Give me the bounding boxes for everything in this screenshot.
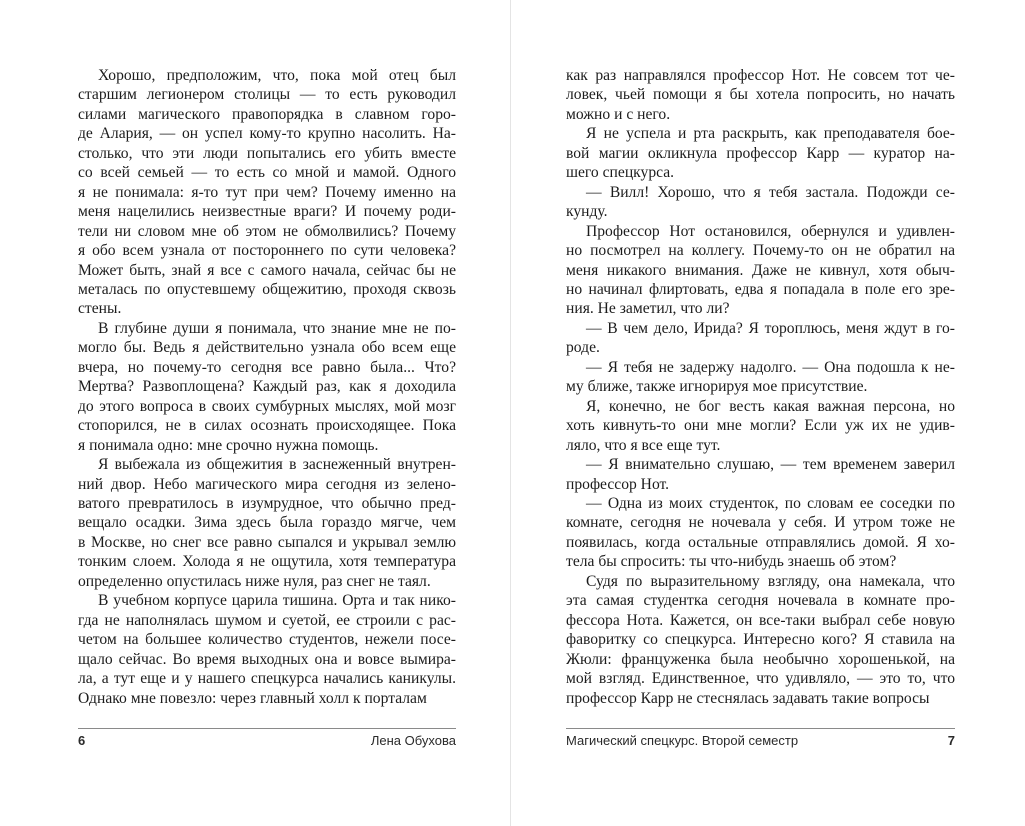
text-line: я не понимала: я-то тут при чем? Почему именно на bbox=[78, 183, 456, 201]
text-line: му ближе, также игнорируя мое присутствие. bbox=[566, 378, 868, 396]
text-line: Жюли: француженка была необычно хорошенькой, на bbox=[566, 650, 955, 668]
text-line: меня никакого внимания. Даже не кивнул, хотя обыч- bbox=[566, 261, 955, 279]
text-line: но посмотрел на коллегу. Почему-то он не обратил на bbox=[566, 242, 955, 260]
text-line: можно и с него. bbox=[566, 105, 671, 123]
text-line: Однако мне повезло: через главный холл к порталам bbox=[78, 689, 427, 707]
text-line: как раз направлялся профессор Нот. Не совсем тот че- bbox=[566, 67, 955, 84]
text-line: ляло, что я все еще тут. bbox=[566, 436, 721, 454]
text-line: ний двор. Небо магического мира сегодня из зелено- bbox=[78, 475, 456, 493]
text-line: мой взгляд. Единственное, что удивляло, — это то, что bbox=[566, 670, 955, 688]
text-line: фаворитку со спецкурса. Интересно кого? Я ставила на bbox=[566, 631, 955, 649]
text-line: Хорошо, предположим, что, пока мой отец был bbox=[98, 67, 456, 84]
text-line: столько, что эти люди попытались его убить вместе bbox=[78, 144, 456, 162]
text-line: Мертва? Развоплощена? Каждый раз, как я доходила bbox=[78, 378, 456, 396]
text-line: стены. bbox=[78, 300, 122, 318]
paragraph bbox=[78, 319, 456, 455]
paragraph bbox=[78, 66, 456, 319]
text-line: вещало осадки. Зима здесь была гораздо мягче, чем bbox=[78, 514, 456, 532]
text-line: тонким слоем. Холода я не ощутила, хотя температура bbox=[78, 553, 456, 571]
text-line: до этого вопроса в своих сумбурных мыслях, мой мозг bbox=[78, 397, 456, 415]
text-line: я понимала одно: мне срочно нужна помощь. bbox=[78, 436, 379, 454]
text-line: кунду. bbox=[566, 203, 608, 221]
paragraph bbox=[566, 397, 955, 455]
paragraph bbox=[78, 591, 456, 708]
text-line: силами магического правопорядка в славном горо- bbox=[78, 105, 456, 123]
text-line: металась по опустевшему общежитию, проходя сквозь bbox=[78, 280, 456, 298]
text-line: четом на большее количество студентов, нежели посе- bbox=[78, 631, 456, 649]
text-line: В глубине души я понимала, что знание мне не по- bbox=[98, 319, 456, 337]
right-running-head-title: Магический спецкурс. Второй семестр bbox=[566, 733, 799, 748]
text-line: эта самая студентка сегодня ночевала в комнате про- bbox=[566, 592, 955, 610]
right-page bbox=[511, 0, 1025, 826]
text-line: старшим легионером столицы — то есть руководил bbox=[78, 86, 456, 104]
text-line: Может быть, знай я все с самого начала, сейчас бы не bbox=[78, 261, 456, 279]
text-line: тела бы спросить: ты что-нибудь знаешь об этом? bbox=[566, 553, 897, 571]
right-footer-rule bbox=[566, 728, 955, 729]
text-line: комнате, сегодня не ночевала у себя. И утром тоже не bbox=[566, 514, 955, 532]
paragraph bbox=[566, 319, 955, 358]
text-line: — Вилл! Хорошо, что я тебя застала. Подожди се- bbox=[586, 183, 955, 201]
paragraph bbox=[566, 66, 955, 124]
text-line: Я не успела и рта раскрыть, как преподавателя бое- bbox=[586, 125, 955, 143]
text-line: появилась, когда остальные отправлялись домой. Я хо- bbox=[566, 533, 955, 551]
right-page-body-text bbox=[566, 66, 955, 708]
text-line: тели ни словом мне об этом не обмолвились? Почему bbox=[78, 222, 456, 240]
paragraph bbox=[566, 494, 955, 572]
text-line: Профессор Нот остановился, обернулся и удивлен- bbox=[586, 222, 955, 240]
paragraph bbox=[566, 183, 955, 222]
text-line: — Одна из моих студенток, по словам ее соседки по bbox=[586, 494, 955, 512]
paragraph bbox=[566, 572, 955, 708]
right-page-number: 7 bbox=[947, 733, 955, 748]
paragraph bbox=[566, 124, 955, 182]
text-line: — Я внимательно слушаю, — тем временем заверил bbox=[586, 456, 955, 474]
text-line: могло бы. Ведь я действительно узнала обо всем еще bbox=[78, 339, 456, 357]
text-line: но начинал флиртовать, едва я попадала в поле его зре- bbox=[566, 280, 955, 298]
text-line: гда не наполнялась шумом и суетой, ее строили с рас- bbox=[78, 611, 456, 629]
text-line: со всей семьей — то есть со мной и мамой. Одного bbox=[78, 164, 456, 182]
text-line: меня нацелились неизвестные враги? И почему роди- bbox=[78, 203, 456, 221]
text-line: — Я тебя не задержу надолго. — Она подошла к не- bbox=[586, 358, 955, 376]
text-line: щало сейчас. Во время выходных она и вовсе вымира- bbox=[78, 650, 456, 668]
text-line: де Алария, — он успел кому-то крупно насолить. На- bbox=[78, 125, 456, 143]
text-line: в Москве, но снег все равно сыпался и укрывал землю bbox=[78, 533, 456, 551]
text-line: ловек, чьей помощи я бы хотела попросить, но начать bbox=[566, 86, 955, 104]
paragraph bbox=[566, 358, 955, 397]
text-line: профессор Карр не стеснялась задавать такие вопросы bbox=[566, 689, 930, 707]
text-line: стопорился, не в силах осознать происходящее. Пока bbox=[78, 417, 456, 435]
left-page bbox=[0, 0, 511, 826]
left-page-number: 6 bbox=[78, 733, 86, 748]
text-line: ватого превратилось в изумрудное, что обычно пред- bbox=[78, 494, 456, 512]
text-line: определенно опустилась ниже нуля, раз снег не таял. bbox=[78, 572, 431, 590]
left-page-body-text bbox=[78, 66, 456, 708]
text-line: Я выбежала из общежития в заснеженный внутрен- bbox=[98, 456, 456, 474]
left-footer-rule bbox=[78, 728, 456, 729]
text-line: шего спецкурса. bbox=[566, 164, 675, 182]
paragraph bbox=[78, 455, 456, 591]
text-line: роде. bbox=[566, 339, 600, 357]
text-line: ния. Не заметил, что ли? bbox=[566, 300, 730, 318]
left-running-head-author: Лена Обухова bbox=[370, 733, 456, 748]
text-line: ла, а тут еще и у нашего спецкурса начались каникулы. bbox=[78, 670, 456, 688]
text-line: фессора Нота. Кажется, он все-таки выбрал себе новую bbox=[566, 611, 955, 629]
text-line: вой магии окликнула профессор Карр — куратор на- bbox=[566, 144, 955, 162]
text-line: Я, конечно, не бог весть какая важная персона, но bbox=[586, 397, 955, 415]
paragraph bbox=[566, 222, 955, 319]
text-line: Судя по выразительному взгляду, она намекала, что bbox=[586, 572, 955, 590]
paragraph bbox=[566, 455, 955, 494]
text-line: хоть кивнуть-то они мне могли? Если уж их не удив- bbox=[566, 417, 955, 435]
text-line: — В чем дело, Ирида? Я тороплюсь, меня ждут в го- bbox=[586, 319, 955, 337]
text-line: профессор Нот. bbox=[566, 475, 670, 493]
text-line: вчера, но почему-то сегодня все равно была... Что? bbox=[78, 358, 456, 376]
text-line: я обо всем узнала от постороннего по сути человека? bbox=[78, 242, 456, 260]
text-line: В учебном корпусе царила тишина. Орта и так нико- bbox=[98, 592, 456, 610]
